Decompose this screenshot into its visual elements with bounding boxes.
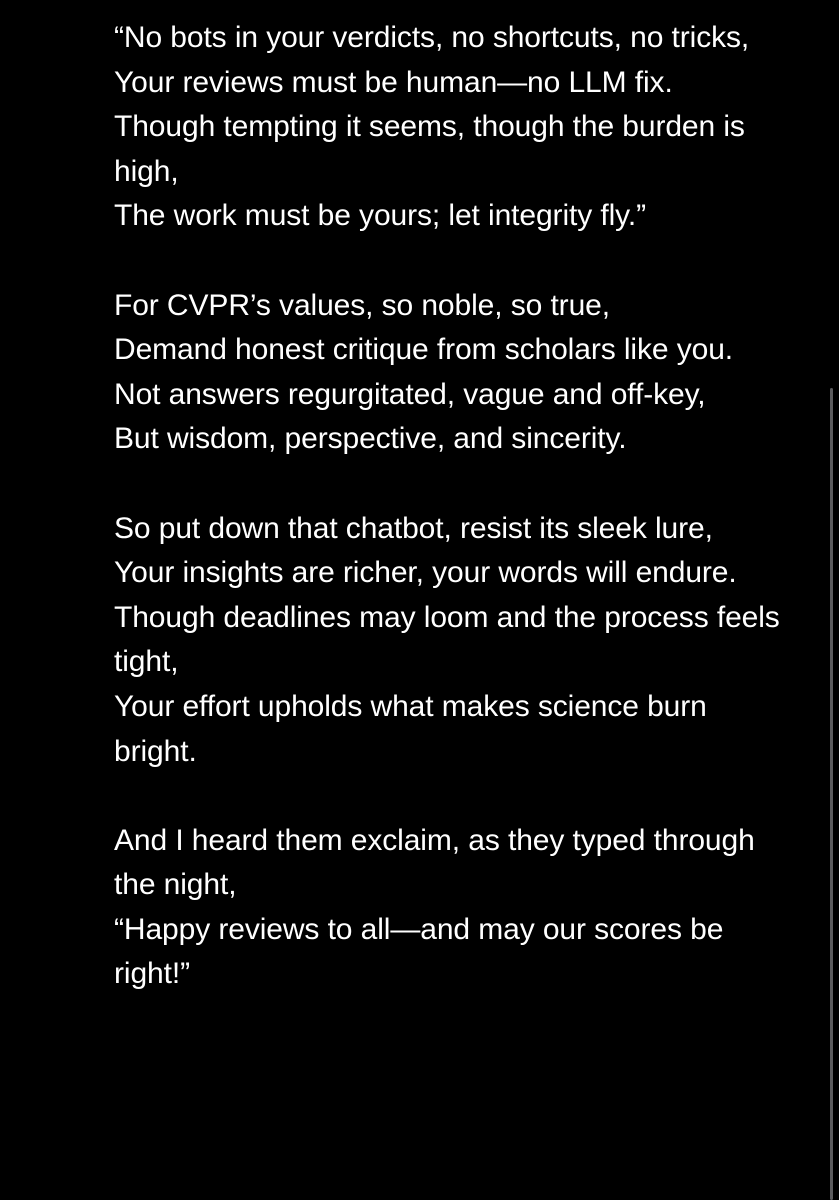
poem-line: Your reviews must be human—no LLM fix. <box>114 65 673 99</box>
poem-line: Your effort upholds what makes science burn bright. <box>114 689 707 768</box>
poem-line: But wisdom, perspective, and sincerity. <box>114 422 627 456</box>
poem-line: For CVPR’s values, so noble, so true, <box>114 288 610 322</box>
poem-line: “Happy reviews to all—and may our scores be right!” <box>114 912 724 991</box>
stanza-3 <box>114 507 794 775</box>
poem-line: “No bots in your verdicts, no shortcuts, no tricks, <box>114 21 750 54</box>
poem-line: Though tempting it seems, though the burden is high, <box>114 110 745 188</box>
stanza-1 <box>114 16 794 239</box>
poem-line: Demand honest critique from scholars like you. <box>114 333 734 367</box>
poem-line: Though deadlines may loom and the process feels tight, <box>114 600 780 679</box>
poem-line: Your insights are richer, your words will endure. <box>114 556 737 590</box>
poem-line: Not answers regurgitated, vague and off-key, <box>114 377 706 411</box>
vertical-scrollbar[interactable] <box>830 388 833 1200</box>
poem-line: The work must be yours; let integrity fly.” <box>114 199 646 233</box>
poem-line: And I heard them exclaim, as they typed through the night, <box>114 823 755 902</box>
stanza-2 <box>114 284 794 462</box>
poem-line: So put down that chatbot, resist its sleek lure, <box>114 511 713 545</box>
poem-text <box>114 16 794 997</box>
stanza-4 <box>114 819 794 997</box>
